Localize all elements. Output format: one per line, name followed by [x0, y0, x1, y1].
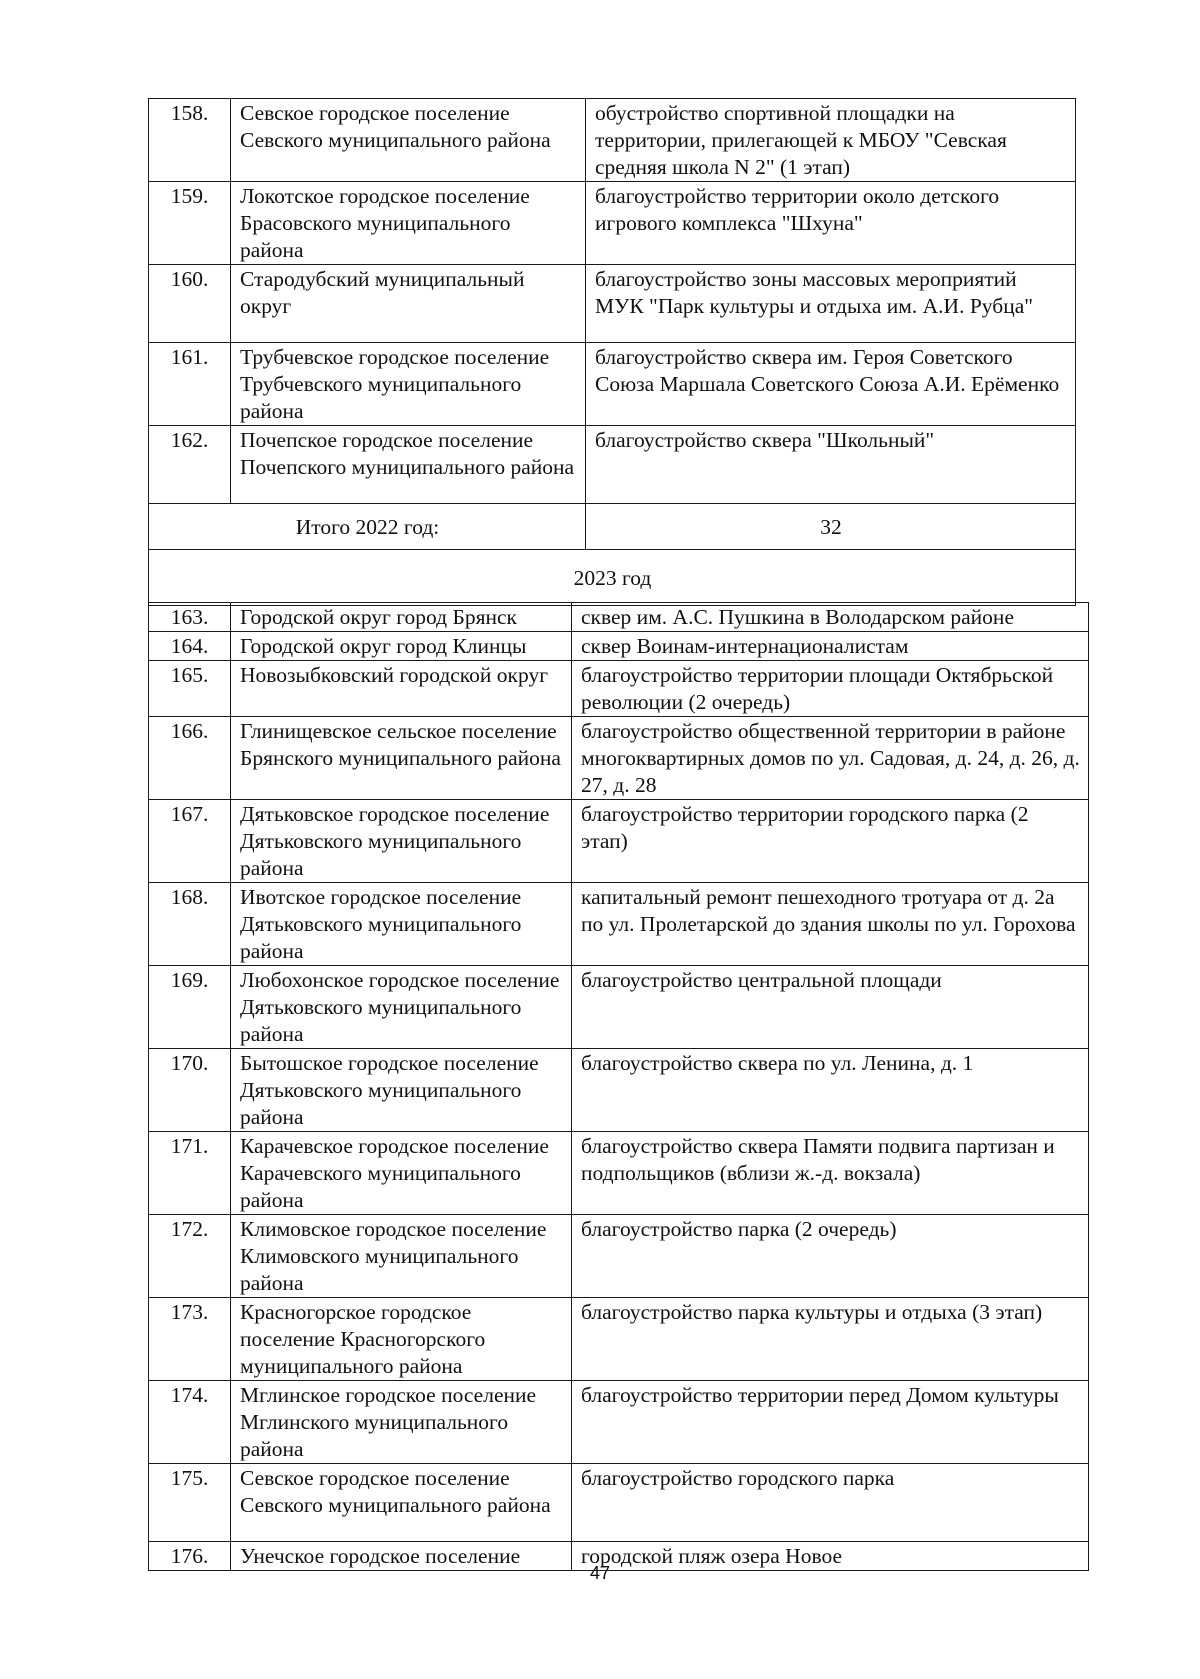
municipality-cell: Почепское городское поселение Почепского муниципального района	[231, 426, 586, 504]
table-row	[149, 1298, 1089, 1381]
row-number: 174.	[149, 1381, 231, 1464]
table-row	[149, 800, 1089, 883]
row-number: 165.	[149, 661, 231, 717]
municipality-cell: Унечское городское поселение	[231, 1542, 572, 1571]
table-row	[149, 1215, 1089, 1298]
row-number: 166.	[149, 717, 231, 800]
row-number: 175.	[149, 1464, 231, 1542]
row-number: 158.	[149, 99, 231, 182]
projects-table-2023	[148, 602, 1089, 1571]
municipality-cell: Локотское городское поселение Брасовского муниципального района	[231, 182, 586, 265]
project-cell: благоустройство зоны массовых мероприятий МУК "Парк культуры и отдыха им. А.И. Рубца"	[586, 265, 1076, 343]
municipality-cell: Климовское городское поселение Климовского муниципального района	[231, 1215, 572, 1298]
year-row	[149, 550, 1076, 606]
row-number: 170.	[149, 1049, 231, 1132]
row-number: 176.	[149, 1542, 231, 1571]
municipality-cell: Красногорское городское поселение Красногорского муниципального района	[231, 1298, 572, 1381]
municipality-cell: Ивотское городское поселение Дятьковского муниципального района	[231, 883, 572, 966]
project-cell: благоустройство общественной территории в районе многоквартирных домов по ул. Садовая, д. 24, д. 26, д. 27, д. 28	[572, 717, 1089, 800]
municipality-cell: Любохонское городское поселение Дятьковского муниципального района	[231, 966, 572, 1049]
project-cell: благоустройство центральной площади	[572, 966, 1089, 1049]
project-cell: городской пляж озера Новое	[572, 1542, 1089, 1571]
municipality-cell: Севское городское поселение Севского муниципального района	[231, 99, 586, 182]
total-value: 32	[586, 504, 1076, 550]
project-cell: обустройство спортивной площадки на территории, прилегающей к МБОУ "Севская средняя школа N 2" (1 этап)	[586, 99, 1076, 182]
table-row	[149, 661, 1089, 717]
municipality-cell: Городской округ город Брянск	[231, 603, 572, 632]
page-number: 47	[589, 1563, 611, 1583]
municipality-cell: Бытошское городское поселение Дятьковского муниципального района	[231, 1049, 572, 1132]
row-number: 162.	[149, 426, 231, 504]
municipality-cell: Дятьковское городское поселение Дятьковского муниципального района	[231, 800, 572, 883]
table-row	[149, 182, 1076, 265]
row-number: 171.	[149, 1132, 231, 1215]
project-cell: благоустройство сквера им. Героя Советского Союза Маршала Советского Союза А.И. Ерёменко	[586, 343, 1076, 426]
total-label: Итого 2022 год:	[149, 504, 586, 550]
row-number: 164.	[149, 632, 231, 661]
project-cell: благоустройство городского парка	[572, 1464, 1089, 1542]
project-cell: сквер им. А.С. Пушкина в Володарском районе	[572, 603, 1089, 632]
table-row	[149, 1049, 1089, 1132]
row-number: 160.	[149, 265, 231, 343]
table-body-2022	[149, 99, 1076, 606]
table-row	[149, 1464, 1089, 1542]
project-cell: благоустройство территории площади Октябрьской революции (2 очередь)	[572, 661, 1089, 717]
table-row	[149, 343, 1076, 426]
municipality-cell: Глинищевское сельское поселение Брянского муниципального района	[231, 717, 572, 800]
table-row	[149, 603, 1089, 632]
table-body-2023	[149, 603, 1089, 1571]
row-number: 167.	[149, 800, 231, 883]
municipality-cell: Карачевское городское поселение Карачевского муниципального района	[231, 1132, 572, 1215]
row-number: 169.	[149, 966, 231, 1049]
municipality-cell: Городской округ город Клинцы	[231, 632, 572, 661]
project-cell: благоустройство парка (2 очередь)	[572, 1215, 1089, 1298]
table-row	[149, 426, 1076, 504]
total-row	[149, 504, 1076, 550]
row-number: 168.	[149, 883, 231, 966]
row-number: 159.	[149, 182, 231, 265]
row-number: 161.	[149, 343, 231, 426]
row-number: 173.	[149, 1298, 231, 1381]
row-number: 163.	[149, 603, 231, 632]
project-cell: капитальный ремонт пешеходного тротуара от д. 2а по ул. Пролетарской до здания школы по ул. Горохова	[572, 883, 1089, 966]
municipality-cell: Трубчевское городское поселение Трубчевского муниципального района	[231, 343, 586, 426]
table-row	[149, 1132, 1089, 1215]
year-heading: 2023 год	[149, 550, 1076, 606]
project-cell: благоустройство сквера по ул. Ленина, д. 1	[572, 1049, 1089, 1132]
table-row	[149, 99, 1076, 182]
municipality-cell: Стародубский муниципальный округ	[231, 265, 586, 343]
project-cell: благоустройство территории городского парка (2 этап)	[572, 800, 1089, 883]
project-cell: благоустройство парка культуры и отдыха (3 этап)	[572, 1298, 1089, 1381]
table-row	[149, 883, 1089, 966]
municipality-cell: Севское городское поселение Севского муниципального района	[231, 1464, 572, 1542]
table-row	[149, 966, 1089, 1049]
table-row	[149, 717, 1089, 800]
project-cell: благоустройство территории перед Домом культуры	[572, 1381, 1089, 1464]
project-cell: благоустройство сквера Памяти подвига партизан и подпольщиков (вблизи ж.-д. вокзала)	[572, 1132, 1089, 1215]
municipality-cell: Мглинское городское поселение Мглинского муниципального района	[231, 1381, 572, 1464]
project-cell: сквер Воинам-интернационалистам	[572, 632, 1089, 661]
row-number: 172.	[149, 1215, 231, 1298]
project-cell: благоустройство сквера "Школьный"	[586, 426, 1076, 504]
table-row	[149, 1381, 1089, 1464]
municipality-cell: Новозыбковский городской округ	[231, 661, 572, 717]
table-row	[149, 265, 1076, 343]
projects-table-2022	[148, 98, 1076, 606]
table-row	[149, 632, 1089, 661]
project-cell: благоустройство территории около детского игрового комплекса "Шхуна"	[586, 182, 1076, 265]
